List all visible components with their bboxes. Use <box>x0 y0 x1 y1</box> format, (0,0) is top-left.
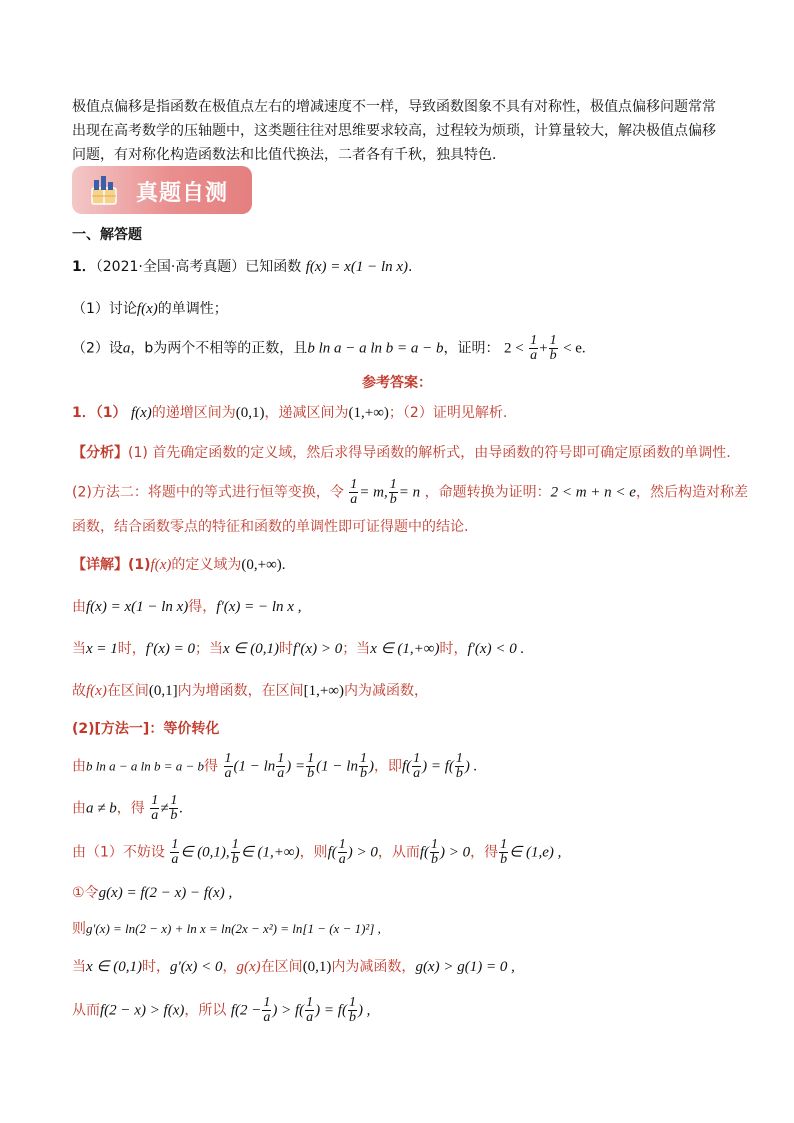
detail-line-11: 从而f(2 − x) > f(x)，所以 f(2 − $\frac{1}{a}$ ) > f( $\frac{1}{a}$ ) = f( $\frac{1}{b}$ ) , <box>72 995 371 1025</box>
analysis-line-2: (2)方法二：将题中的等式进行恒等变换，令 $\frac{1}{a}$ = m, $\frac{1}{b}$ = n ，命题转换为证明：2 < m + n < e，然后构造对称差 <box>72 477 748 507</box>
detail-line-8: ①令g(x) = f(2 − x) − f(x) , <box>72 885 233 901</box>
detail-line-9: 则g′(x) = ln(2 − x) + ln x = ln(2x − x²) = ln[1 − (x − 1)²] , <box>72 921 381 937</box>
fraction-1-over-b: $\frac{1}{b}$ <box>549 333 557 363</box>
detail-line-4: 故f(x)在区间(0,1]内为增函数，在区间[1,+∞)内为减函数， <box>72 683 428 699</box>
answer-line: 1．（1） f(x)的递增区间为(0,1)，递减区间为(1,+∞)；（2）证明见解析. <box>72 405 508 421</box>
detail-line-6: 由a ≠ b，得 $\frac{1}{a}$ ≠ $\frac{1}{b}$ . <box>72 793 184 823</box>
problem-number: 1． <box>72 259 96 275</box>
detail-line-3: 当x = 1时，f′(x) = 0；当x ∈ (0,1)时f′(x) > 0；当x ∈ (1,+∞)时，f′(x) < 0 . <box>72 641 525 657</box>
problem-function: f(x) = x(1 − ln x) <box>305 259 409 275</box>
analysis-line-3: 函数，结合函数零点的特征和函数的单调性即可证得题中的结论. <box>72 519 469 535</box>
problem-1: 1．（2021·全国·高考真题）已知函数 f(x) = x(1 − ln x). <box>72 259 413 275</box>
question-2: （2）设a，b为两个不相等的正数，且b ln a − a ln b = a − b，证明： 2 < $\frac{1}{a}$ + $\frac{1}{b}$ < e. <box>72 333 586 363</box>
book-icon <box>90 174 118 206</box>
detail-line-7: 由（1）不妨设 $\frac{1}{a}$ ∈ (0,1), $\frac{1}{b}$ ∈ (1,+∞)，则f( $\frac{1}{a}$ ) > 0，从而f( $\frac{1}{b}$ ) > 0，得 $\frac{1}{b}$ ∈ (1,e) , <box>72 837 562 867</box>
section-banner <box>72 166 252 214</box>
section-heading: 一、解答题 <box>72 227 142 243</box>
detail-line-10: 当x ∈ (0,1)时，g′(x) < 0，g(x)在区间(0,1)内为减函数，g(x) > g(1) = 0 , <box>72 959 515 975</box>
detail-line-5: 由b ln a − a ln b = a − b得 $\frac{1}{a}$ (1 − ln $\frac{1}{a}$ ) = $\frac{1}{b}$ (1 − ln $\frac{1}{b}$ )，即f( $\frac{1}{a}$ ) = f( $\frac{1}{b}$ ) . <box>72 751 478 781</box>
fraction-1-over-a: $\frac{1}{a}$ <box>530 333 538 363</box>
intro-line-2: 出现在高考数学的压轴题中，这类题往往对思维要求较高，过程较为烦琐，计算量较大，解决极值点偏移 <box>72 123 716 139</box>
problem-source: （2021·全国·高考真题）已知函数 <box>95 259 302 275</box>
intro-line-1: 极值点偏移是指函数在极值点左右的增减速度不一样，导致函数图象不具有对称性，极值点偏移问题常常 <box>72 99 716 115</box>
answer-title: 参考答案： <box>362 375 432 391</box>
method-one-heading: (2)[方法一]：等价转化 <box>72 721 220 737</box>
intro-line-3: 问题，有对称化构造函数法和比值代换法，二者各有千秋，独具特色． <box>72 147 506 163</box>
detail-line-1: 【详解】(1)f(x)的定义域为(0,+∞). <box>72 557 286 573</box>
question-1: （1）讨论f(x)的单调性； <box>72 301 228 317</box>
banner-title: 真题自测 <box>136 181 229 206</box>
detail-line-2: 由f(x) = x(1 − ln x)得，f′(x) = − ln x , <box>72 599 302 615</box>
analysis-line-1: 【分析】(1) 首先确定函数的定义域，然后求得导函数的解析式，由导函数的符号即可确定原函数的单调性. <box>72 445 731 461</box>
